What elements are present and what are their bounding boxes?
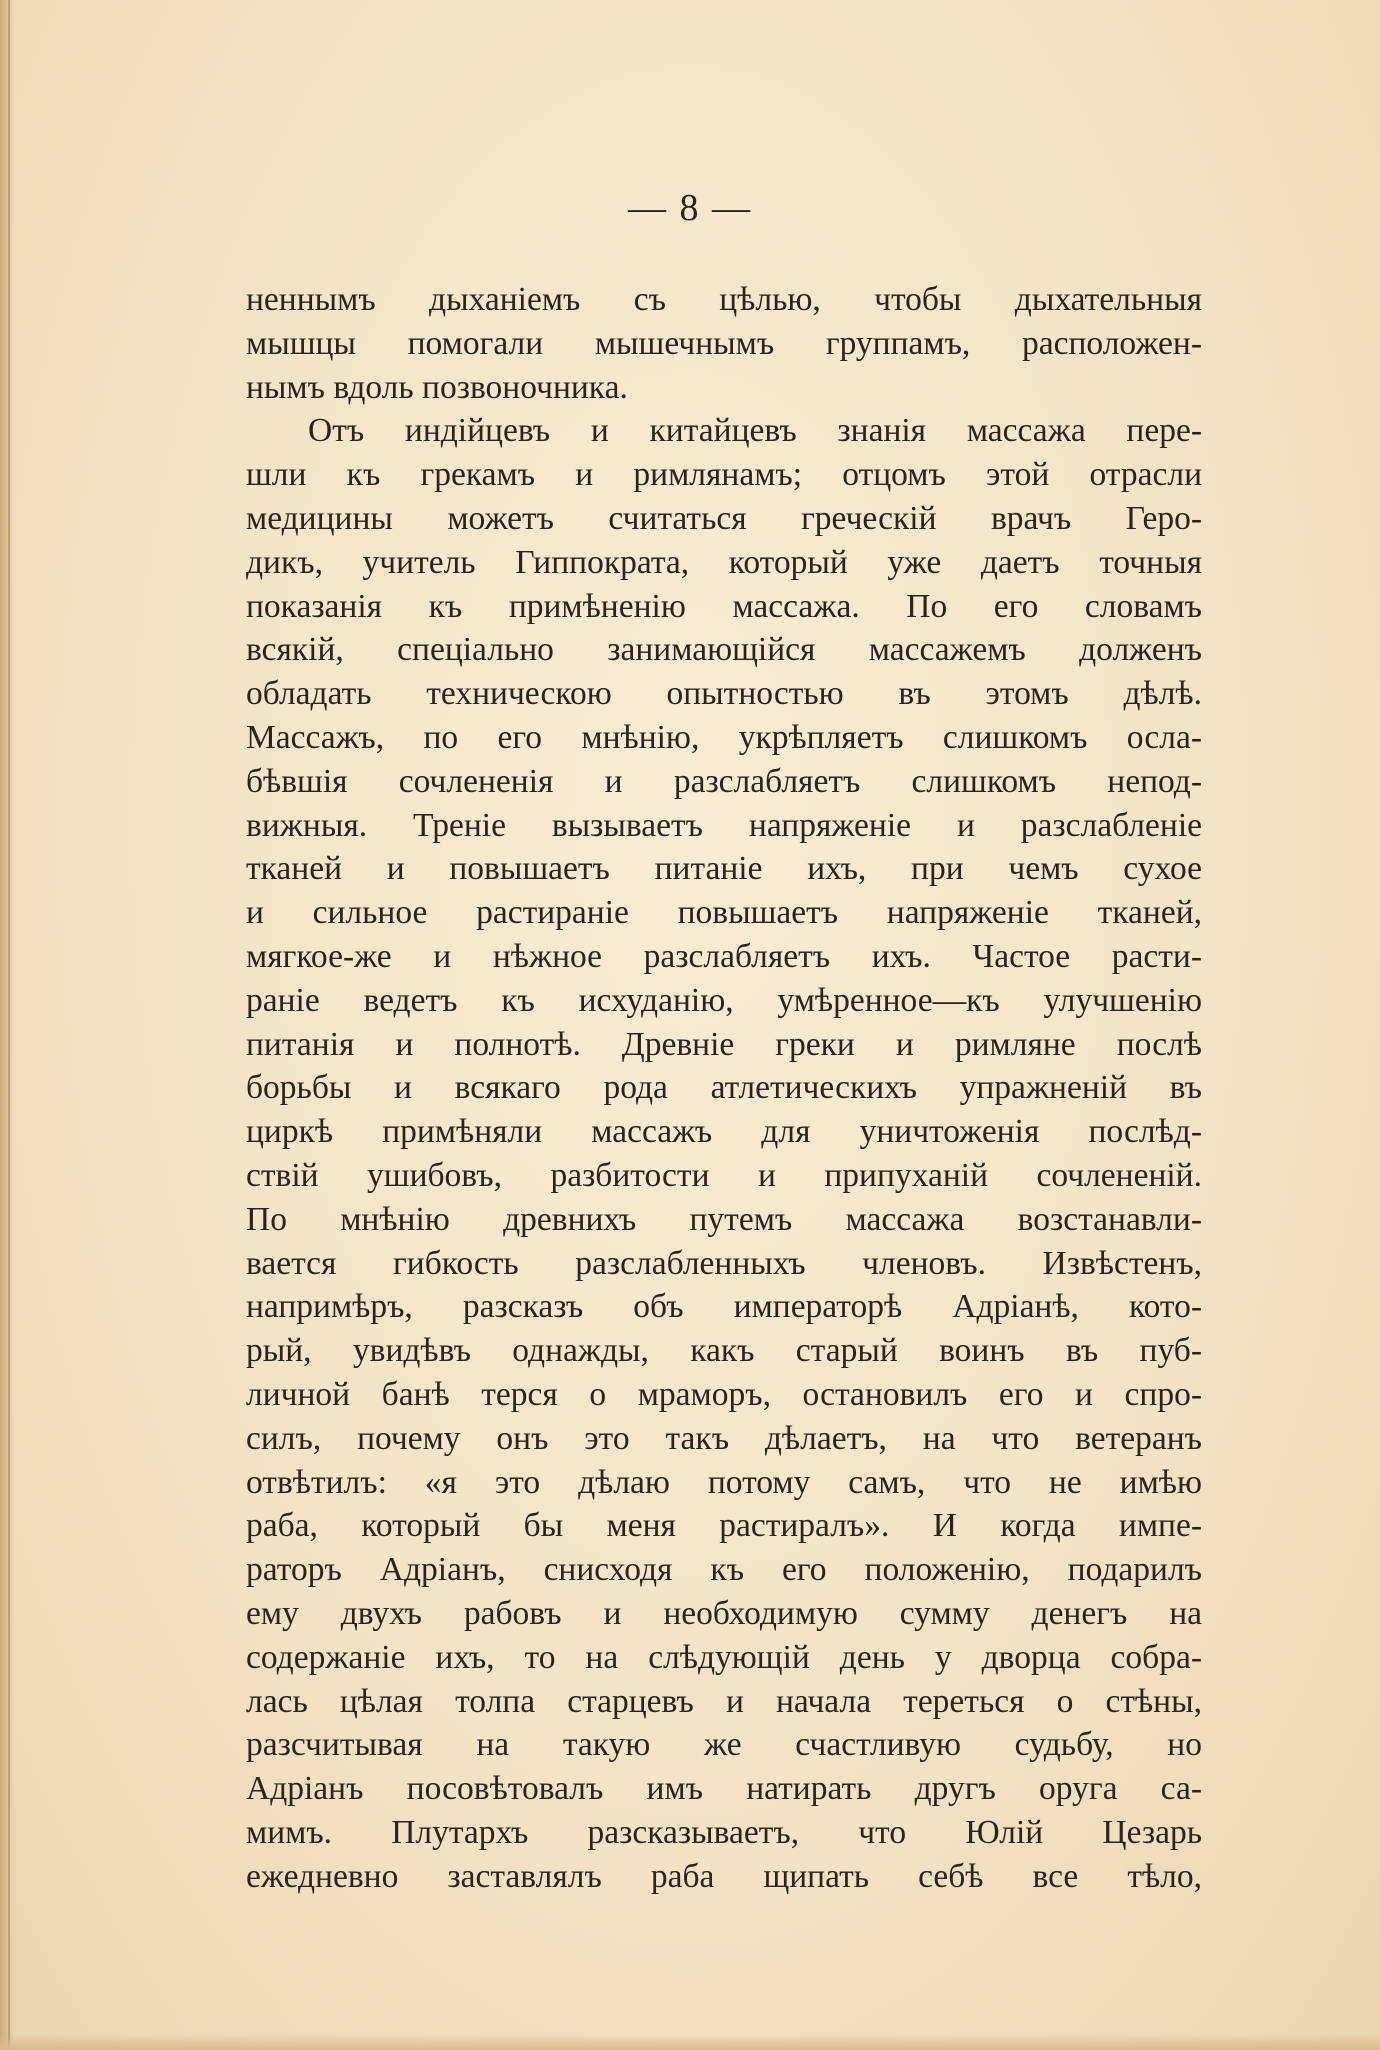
text-line: рый, увидѣвъ однажды, какъ старый воинъ въ пуб- [246,1332,1202,1370]
text-line: мышцы помогали мышечнымъ группамъ, расположен- [246,324,1202,362]
page-number: — 8 — [628,187,752,229]
text-line: шли къ грекамъ и римлянамъ; отцомъ этой отрасли [246,456,1202,494]
text-line: циркѣ примѣняли массажъ для уничтоженія послѣд- [246,1113,1202,1151]
text-line: Адріанъ посовѣтовалъ имъ натирать другъ оруга са- [246,1770,1202,1808]
text-line: разсчитывая на такую же счастливую судьбу, но [246,1726,1202,1764]
text-line: раба, который бы меня растиралъ». И когда импе- [246,1507,1202,1545]
page-left-edge [0,0,14,2050]
text-line: мимъ. Плутархъ разсказываетъ, что Юлій Цезарь [246,1813,1202,1851]
text-line: силъ, почему онъ это такъ дѣлаетъ, на что ветеранъ [246,1419,1202,1457]
text-line: дикъ, учитель Гиппократа, который уже даетъ точныя [246,543,1202,581]
text-line: обладать техническою опытностью въ этомъ дѣлѣ. [246,675,1202,713]
text-line: неннымъ дыханіемъ съ цѣлью, чтобы дыхательныя [246,281,1202,318]
text-line: всякій, спеціально занимающійся массажемъ долженъ [246,631,1202,669]
text-line: ежедневно заставлялъ раба щипать себѣ все тѣло, [246,1857,1202,1895]
text-line: ствій ушибовъ, разбитости и припуханій сочлененій. [246,1156,1202,1194]
text-line: нымъ вдоль позвоночника. [246,368,628,406]
text-line: По мнѣнію древнихъ путемъ массажа возстанавли- [246,1200,1202,1238]
text-line: раніе ведетъ къ исхуданію, умѣренное—къ улучшенію [246,981,1202,1019]
text-line: питанія и полнотѣ. Древніе греки и римляне послѣ [246,1025,1202,1063]
text-line: Массажъ, по его мнѣнію, укрѣпляетъ слишкомъ осла- [246,718,1202,756]
text-line: вижныя. Треніе вызываетъ напряженіе и разслабленіе [246,806,1202,844]
text-line: раторъ Адріанъ, снисходя къ его положенію, подарилъ [246,1551,1202,1589]
text-line: тканей и повышаетъ питаніе ихъ, при чемъ сухое [246,850,1202,888]
text-line: борьбы и всякаго рода атлетическихъ упражненій въ [246,1069,1202,1107]
text-line: ему двухъ рабовъ и необходимую сумму денегъ на [246,1594,1202,1632]
text-line: Отъ индійцевъ и китайцевъ знанія массажа пере- [308,412,1202,450]
text-line: медицины можетъ считаться греческій врачъ Геро- [246,499,1202,537]
binding-line [8,0,10,2050]
text-line: показанія къ примѣненію массажа. По его словамъ [246,587,1202,625]
text-line: содержаніе ихъ, то на слѣдующій день у дворца собра- [246,1638,1202,1676]
text-line: мягкое-же и нѣжное разслабляетъ ихъ. Частое расти- [246,937,1202,975]
text-line: лась цѣлая толпа старцевъ и начала тереться о стѣны, [246,1682,1202,1720]
text-line: бѣвшія сочлененія и разслабляетъ слишкомъ непод- [246,762,1202,800]
text-line: отвѣтилъ: «я это дѣлаю потому самъ, что не имѣю [246,1463,1202,1501]
text-line: напримѣръ, разсказъ объ императорѣ Адріанѣ, кото- [246,1288,1202,1326]
page-bottom-edge [0,2034,1380,2050]
body-text [246,278,1202,1898]
text-line: личной банѣ терся о мраморъ, остановилъ его и спро- [246,1375,1202,1413]
text-line: вается гибкость разслабленныхъ членовъ. Извѣстенъ, [246,1244,1202,1282]
text-line: и сильное растираніе повышаетъ напряженіе тканей, [246,894,1202,932]
